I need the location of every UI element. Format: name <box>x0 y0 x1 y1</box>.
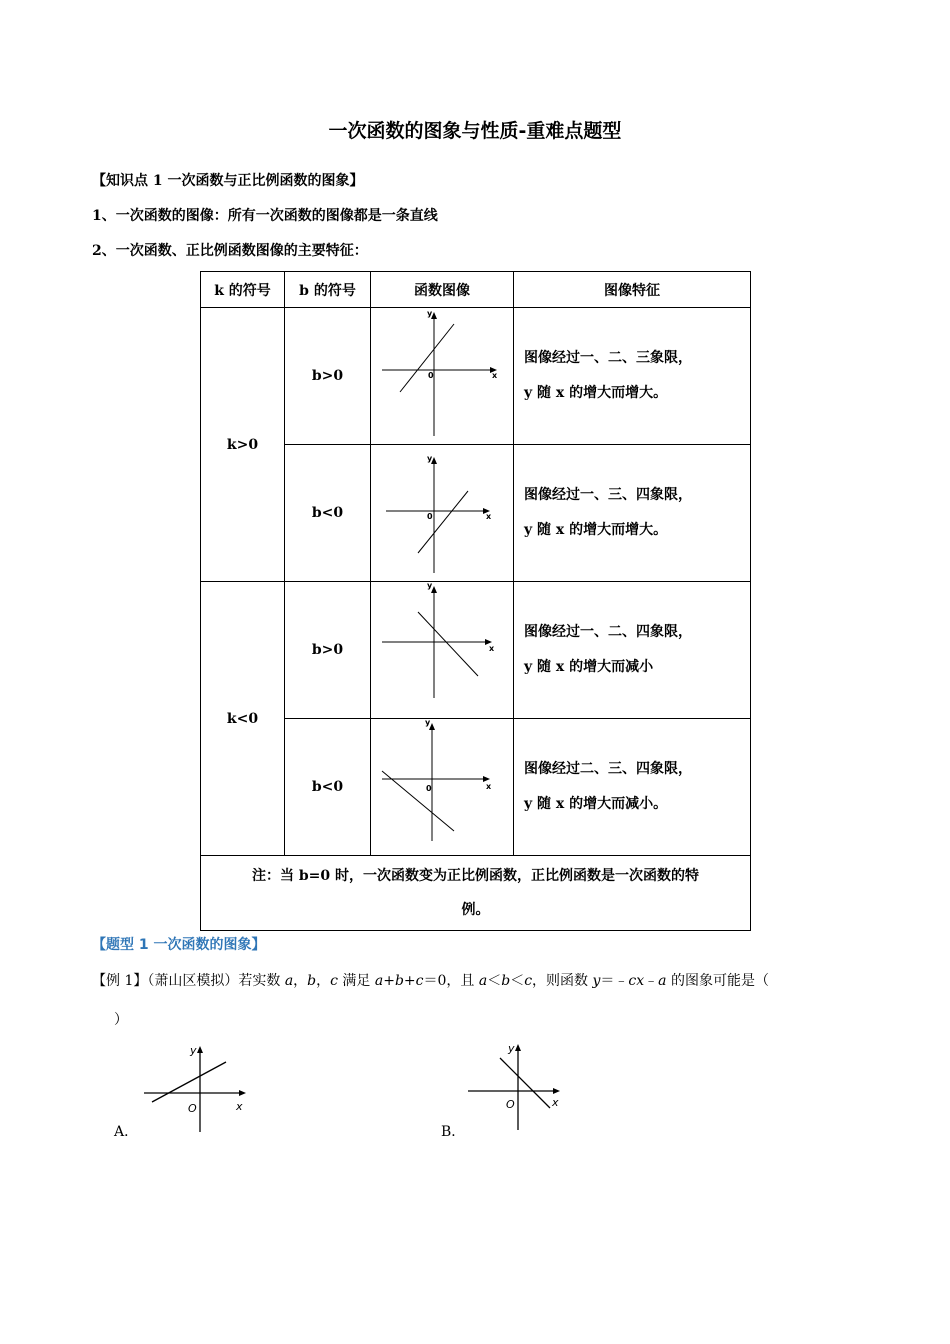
feature-cell <box>514 719 751 856</box>
text: 若实数 <box>238 973 285 989</box>
graph-k-pos-b-pos <box>372 308 512 444</box>
var-c: c <box>524 973 533 989</box>
table-header-row <box>201 272 751 308</box>
b-sign-cell: b>0 <box>285 308 371 445</box>
b-sign-cell: b<0 <box>285 719 371 856</box>
function-features-table <box>200 271 751 931</box>
feature-trend: y 随 x 的增大而增大。 <box>524 522 668 538</box>
y-axis-label: y <box>427 582 433 590</box>
text: 满足 <box>337 973 375 989</box>
table-row <box>201 308 751 445</box>
origin-label: O <box>506 1098 515 1111</box>
feature-cell <box>514 445 751 582</box>
graph-k-neg-b-neg <box>372 719 512 855</box>
note-line-1: 注：当 b=0 时，一次函数变为正比例函数，正比例函数是一次函数的特 <box>251 868 699 884</box>
feature-quadrants: 图像经过二、三、四象限， <box>524 761 692 777</box>
text: ＝﹣ <box>600 973 629 989</box>
feature-trend: y 随 x 的增大而减小 <box>524 659 654 675</box>
graph-cell <box>371 582 514 719</box>
example-label: 【例 1】 <box>92 973 148 989</box>
option-a-label[interactable]: A． <box>114 1124 139 1140</box>
header-graph: 函数图像 <box>371 272 514 308</box>
feature-trend: y 随 x 的增大而增大。 <box>524 385 668 401</box>
graph-cell <box>371 719 514 856</box>
var-c: c <box>330 973 338 989</box>
text: ＜ <box>487 973 502 989</box>
x-axis-label: x <box>552 1096 559 1109</box>
item-1: 1、一次函数的图像：所有一次函数的图像都是一条直线 <box>92 208 438 224</box>
text: 的图象可能是（ <box>666 973 769 989</box>
note-line-2: 例。 <box>461 902 490 918</box>
example-source: （萧山区模拟） <box>147 973 239 989</box>
x-axis-label: x <box>236 1100 243 1113</box>
y-axis-label: y <box>427 454 433 463</box>
var-y: y <box>592 973 601 989</box>
y-axis-label: y <box>190 1044 197 1057</box>
knowledge-point-heading: 【知识点 1 一次函数与正比例函数的图象】 <box>92 173 364 189</box>
var-a: a <box>478 973 488 989</box>
graph-k-neg-b-pos <box>372 582 512 718</box>
k-negative-cell: k<0 <box>201 582 285 856</box>
condition-sum: a+b+c <box>374 973 424 989</box>
y-axis-label: y <box>508 1042 515 1055</box>
table-note <box>201 856 751 931</box>
b-sign-cell: b>0 <box>285 582 371 719</box>
feature-quadrants: 图像经过一、二、四象限， <box>524 624 692 640</box>
graph-cell <box>371 308 514 445</box>
item-2: 2、一次函数、正比例函数图像的主要特征： <box>92 243 368 259</box>
k-positive-cell: k>0 <box>201 308 285 582</box>
feature-quadrants: 图像经过一、三、四象限， <box>524 487 692 503</box>
header-k-sign: k 的符号 <box>201 272 285 308</box>
y-axis-label: y <box>427 309 433 318</box>
x-axis-label: x <box>486 512 492 521</box>
x-axis-label: x <box>486 782 492 791</box>
section-heading: 【题型 1 一次函数的图象】 <box>92 937 266 953</box>
b-sign-cell: b<0 <box>285 445 371 582</box>
example-question <box>92 970 769 990</box>
text: ﹣ <box>644 973 659 989</box>
text: ， <box>293 973 308 989</box>
header-b-sign: b 的符号 <box>285 272 371 308</box>
table-note-row <box>201 856 751 931</box>
option-b-graph <box>466 1038 576 1133</box>
origin-label: O <box>188 1102 197 1115</box>
x-axis-label: x <box>492 371 498 380</box>
text: ＝0，且 <box>423 973 479 989</box>
feature-quadrants: 图像经过一、二、三象限， <box>524 350 692 366</box>
origin-label: 0 <box>427 512 433 521</box>
var-b: b <box>501 973 511 989</box>
option-a-graph <box>140 1040 250 1135</box>
var-b: b <box>307 973 317 989</box>
text: ，则函数 <box>532 973 593 989</box>
header-feature: 图像特征 <box>514 272 751 308</box>
var-a: a <box>284 973 294 989</box>
option-b-label[interactable]: B． <box>441 1124 466 1140</box>
var-a: a <box>658 973 667 989</box>
graph-cell <box>371 445 514 582</box>
text: ， <box>316 973 331 989</box>
origin-label: 0 <box>428 371 434 380</box>
closing-paren: ） <box>114 1012 128 1028</box>
graph-k-pos-b-neg <box>372 445 512 581</box>
y-axis-label: y <box>425 719 431 727</box>
text: ＜ <box>510 973 525 989</box>
feature-cell <box>514 582 751 719</box>
term-cx: cx <box>628 973 645 989</box>
x-axis-label: x <box>489 644 495 653</box>
feature-trend: y 随 x 的增大而减小。 <box>524 796 668 812</box>
feature-cell <box>514 308 751 445</box>
origin-label: 0 <box>426 784 432 793</box>
page-title: 一次函数的图象与性质-重难点题型 <box>328 120 622 142</box>
table-row <box>201 582 751 719</box>
